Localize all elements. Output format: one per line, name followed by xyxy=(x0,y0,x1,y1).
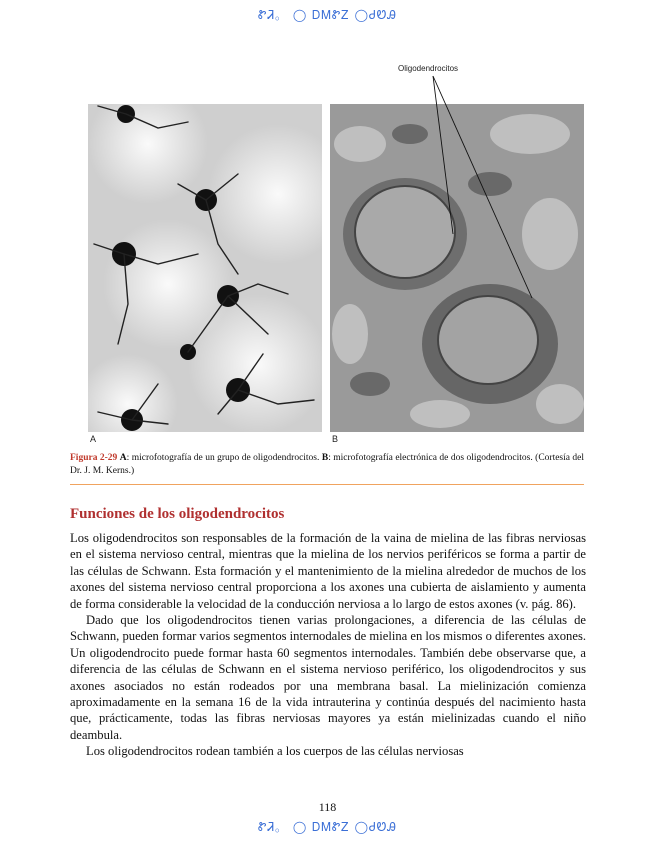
panel-b-label: B xyxy=(332,434,339,444)
micrograph-a xyxy=(88,104,322,432)
panel-a-label: A xyxy=(90,434,97,444)
paragraph-3: Los oligodendrocitos rodean también a los cuerpos de las células nerviosas xyxy=(86,744,464,759)
caption-b-letter: B xyxy=(321,453,329,463)
figure-caption xyxy=(70,452,584,478)
micrograph-b xyxy=(330,104,584,432)
paragraph-2: Dado que los oligodendrocitos tienen varias prolongaciones, a diferencia de las células de Schwann, pueden formar varios segmentos internodales de mielina en los mismos o diferentes axones. Un oligodendrocito puede formar hasta 60 segmentos internodales. También debe observarse que, a diferencia de las células de Schwann en el sistema nervioso periférico, los oligodendrocitos y sus axones asociados no están rodeados por una membrana basal. La mielinización comienza aproximadamente en la semana 16 de la vida intrauterina y continúa después del nacimiento hasta que, prácticamente, todas las fibras nerviosas mayores ya están mielinizadas cuando el niño deambula. xyxy=(70,613,586,742)
paragraph-1: Los oligodendrocitos son responsables de la formación de la vaina de mielina de las fibras nerviosas en el sistema nervioso central, mientras que la mielina de los nervios periféricos se forma a partir de las células de Schwann. Esta formación y el mantenimiento de la mielina alrededor de muchos de los axones del sistema nervioso central proporciona a los axones una cubierta de aislamiento y aumenta de forma considerable la velocidad de la conducción nerviosa a lo largo de estos axones (v. pág. 86). xyxy=(70,531,586,611)
caption-a-text: : microfotografía de un grupo de oligodendrocitos. xyxy=(126,453,320,463)
caption-a-letter: A xyxy=(119,453,127,463)
watermark-bottom: ᏑᏘ。 ◯ ᎠᎷᏑᏃ ◯ᏧᏬᎯ xyxy=(258,820,397,834)
caption-fig-id: Figura 2-29 xyxy=(70,453,118,463)
caption-b-text: : microfotografía electrónica de dos oligodendrocitos. (Cortesía del Dr. J. M. Kerns.) xyxy=(70,453,585,476)
watermark-top: ᏑᏘ。 ◯ ᎠᎷᏑᏃ ◯ᏧᏬᎯ xyxy=(258,8,397,22)
callout-label: Oligodendrocitos xyxy=(398,64,459,73)
body-text xyxy=(70,530,586,760)
section-heading: Funciones de los oligodendrocitos xyxy=(70,506,285,522)
caption-divider xyxy=(70,484,584,485)
figure-2-29 xyxy=(88,62,584,446)
page-number: 118 xyxy=(318,800,337,814)
